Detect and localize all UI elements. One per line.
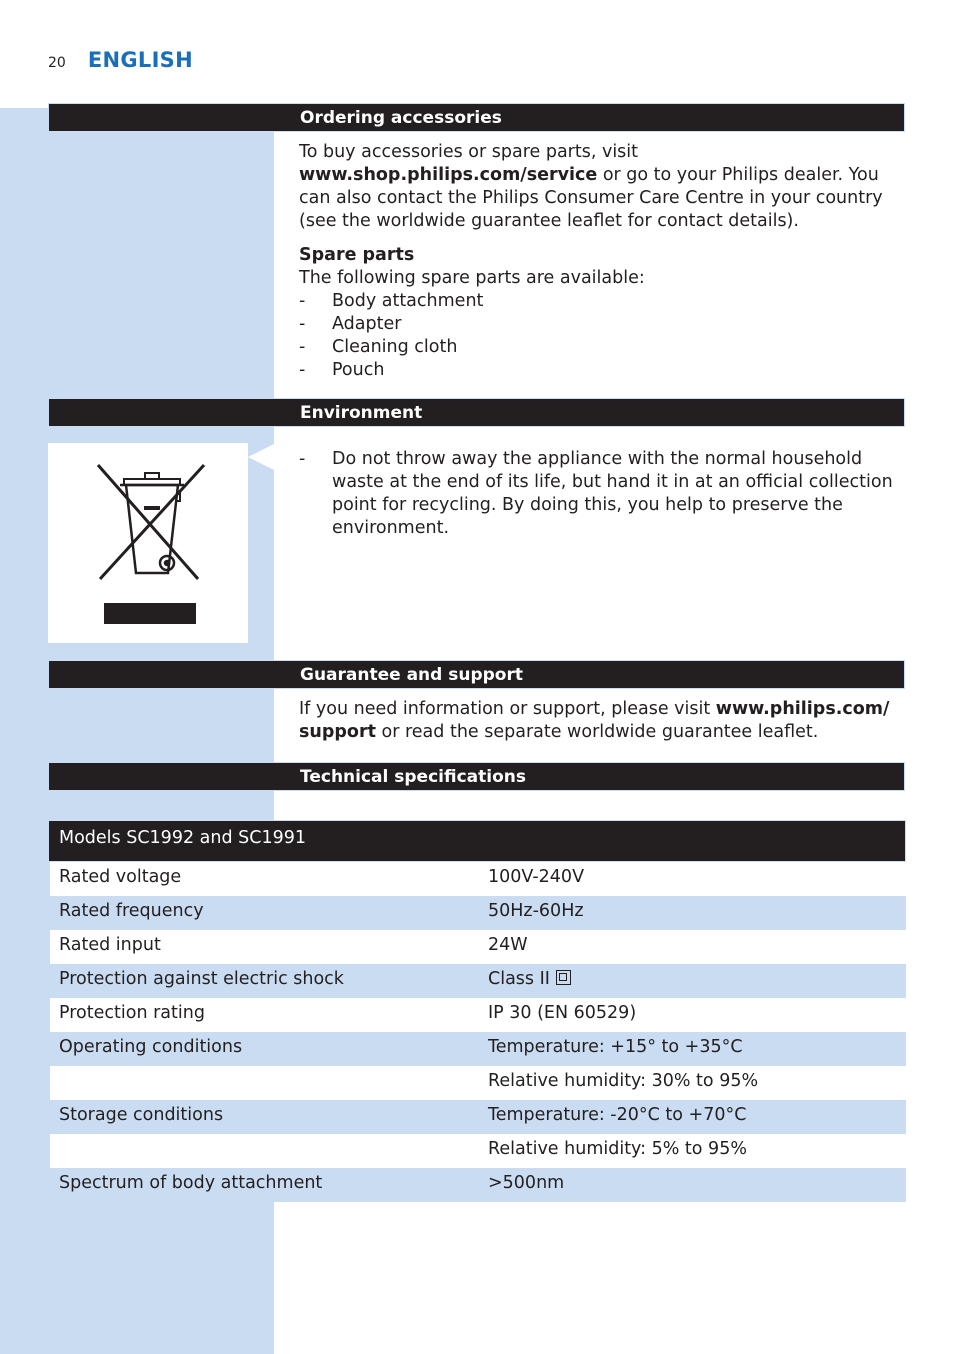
shop-link[interactable]: www.shop.philips.com/service: [299, 165, 598, 185]
list-item: [299, 359, 899, 382]
spec-value: Relative humidity: 30% to 95%: [488, 1071, 759, 1091]
spec-value: 100V-240V: [488, 867, 585, 887]
language-heading: ENGLISH: [87, 48, 193, 72]
list-item: [299, 313, 899, 336]
spec-table-title: Models SC1992 and SC1991: [59, 828, 306, 848]
spare-parts-list: [299, 290, 899, 382]
spec-value: Temperature: +15° to +35°C: [488, 1037, 743, 1057]
support-link-end[interactable]: support: [299, 722, 376, 742]
table-row: [48, 896, 906, 930]
table-row: [48, 1168, 906, 1202]
spec-value: 50Hz-60Hz: [488, 901, 584, 921]
section-bar-ordering: [48, 103, 905, 132]
guarantee-text: [299, 698, 899, 744]
table-row: [48, 862, 906, 896]
spec-label: Operating conditions: [59, 1037, 243, 1057]
list-item-text: Adapter: [332, 314, 402, 334]
spec-value: IP 30 (EN 60529): [488, 1003, 637, 1023]
table-row: [48, 998, 906, 1032]
spec-label: Rated voltage: [59, 867, 182, 887]
section-bar-guarantee: [48, 660, 905, 689]
section-title-ordering: Ordering accessories: [300, 108, 502, 128]
support-link[interactable]: www.philips.com/: [715, 699, 890, 719]
section-bar-environment: [48, 398, 905, 427]
ordering-intro-rest: or go to your Philips dealer. You can also contact the Philips Consumer Care Centre in your country (see the worldwide guarantee leaflet for contact details).: [299, 165, 883, 231]
section-title-environment: Environment: [300, 403, 423, 423]
ordering-body: [299, 141, 899, 382]
environment-body: [299, 448, 899, 540]
environment-text: Do not throw away the appliance with the normal household waste at the end of its life, but hand it in at an official collection point for recycling. By doing this, you help to preserve the environment.: [332, 449, 893, 538]
weee-symbol-panel: [48, 443, 248, 643]
spare-parts-intro: The following spare parts are available:: [299, 268, 645, 288]
spec-label: Spectrum of body attachment: [59, 1173, 323, 1193]
page-header: [48, 48, 193, 72]
ordering-intro-text: To buy accessories or spare parts, visit: [299, 142, 639, 162]
page-number: 20: [48, 55, 66, 71]
crossed-out-wheelie-bin-icon: [48, 443, 248, 643]
list-item: [299, 290, 899, 313]
table-row: [48, 1066, 906, 1100]
spec-value: >500nm: [488, 1173, 565, 1193]
list-item-text: Cleaning cloth: [332, 337, 458, 357]
spare-parts-heading: Spare parts: [299, 245, 415, 265]
section-title-technical: Technical specifications: [300, 767, 526, 787]
spec-label: Protection against electric shock: [59, 969, 344, 989]
list-dash: -: [299, 449, 306, 469]
spec-value: Temperature: -20°C to +70°C: [488, 1105, 747, 1125]
table-row: [48, 930, 906, 964]
section-title-guarantee: Guarantee and support: [300, 665, 524, 685]
list-item: [299, 448, 899, 540]
list-item: [299, 336, 899, 359]
spec-value: 24W: [488, 935, 528, 955]
spec-label: Protection rating: [59, 1003, 205, 1023]
spec-value-wrap: [488, 969, 571, 989]
table-row: [48, 1134, 906, 1168]
list-dash: -: [299, 291, 306, 311]
spec-value: Relative humidity: 5% to 95%: [488, 1139, 747, 1159]
list-item-text: Pouch: [332, 360, 385, 380]
table-row: [48, 1100, 906, 1134]
pointer-arrow: [248, 444, 274, 470]
table-row: [48, 964, 906, 998]
double-insulation-icon: [556, 970, 571, 985]
guarantee-text-end: or read the separate worldwide guarantee leaflet.: [375, 722, 819, 742]
spec-table-header: [48, 820, 906, 862]
guarantee-text-start: If you need information or support, please visit: [299, 699, 716, 719]
list-dash: -: [299, 360, 306, 380]
spec-table: [48, 820, 906, 1202]
spec-label: Rated input: [59, 935, 161, 955]
spec-label: Rated frequency: [59, 901, 204, 921]
list-dash: -: [299, 337, 306, 357]
list-dash: -: [299, 314, 306, 334]
section-bar-technical: [48, 762, 905, 791]
ordering-intro: [299, 141, 899, 233]
guarantee-body: [299, 698, 899, 744]
table-row: [48, 1032, 906, 1066]
spec-value: Class II: [488, 969, 550, 989]
list-item-text: Body attachment: [332, 291, 484, 311]
environment-list: [299, 448, 899, 540]
spec-label: Storage conditions: [59, 1105, 224, 1125]
